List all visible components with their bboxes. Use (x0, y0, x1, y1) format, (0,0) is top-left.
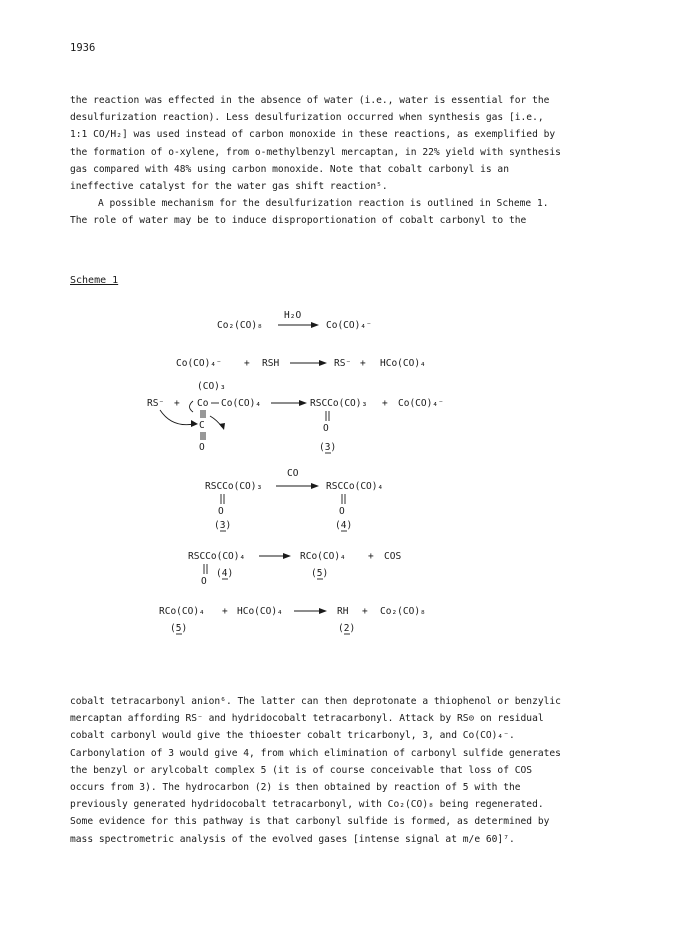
r1-reagent: H₂O (284, 310, 302, 321)
r2-arrowhead (319, 360, 327, 366)
r5-reactant: RSCCo(CO)₄ (188, 551, 246, 562)
text-line: mass spectrometric analysis of the evolved gases [intense signal at m/e 60]⁷. (70, 833, 515, 845)
r3-nucleophile: RS⁻ (147, 398, 165, 409)
r2-product-b: HCo(CO)₄ (380, 358, 426, 369)
r2-reactant-b: RSH (262, 358, 280, 369)
r3-curved-arrow-1 (160, 410, 194, 425)
r3-co-atom: Co (197, 398, 209, 409)
r3-curved-arrowhead-1 (191, 420, 198, 427)
text-line: the reaction was effected in the absence of water (i.e., water is essential for the (70, 95, 550, 106)
text-line: desulfurization reaction). Less desulfurization occurred when synthesis gas [i.e., (70, 112, 544, 124)
r2-reactant-a: Co(CO)₄⁻ (176, 358, 222, 369)
r3-co4: Co(CO)₄ (221, 398, 262, 409)
text-line: gas compared with 48% using carbon monoxide. Note that cobalt carbonyl is an (70, 163, 509, 175)
r3-co3: (CO)₃ (197, 381, 226, 392)
text-line: the formation of o-xylene, from o-methylbenzyl mercaptan, in 22% yield with synthesis (70, 146, 561, 158)
r4-product: RSCCo(CO)₄ (326, 481, 384, 492)
r4-right-oxygen: O (339, 506, 345, 517)
text-line: mercaptan affording RS⁻ and hydridocobalt tetracarbonyl. Attack by RS⊝ on residual (70, 713, 544, 725)
r3-plus: + (174, 398, 180, 409)
r2-plus-2: + (360, 358, 366, 369)
text-line: 1:1 CO/H₂] was used instead of carbon monoxide in these reactions, as exemplified by (70, 129, 556, 141)
r6-plus: + (222, 606, 228, 617)
scheme-title: Scheme 1 (70, 275, 119, 286)
r2-product-a: RS⁻ (334, 358, 352, 369)
paragraph-3 (70, 693, 615, 848)
r5-reactant-oxygen: O (201, 576, 207, 587)
r6-plus-2: + (362, 606, 368, 617)
r1-reactant: Co₂(CO)₈ (217, 320, 263, 331)
r5-cos: COS (384, 551, 402, 562)
text-line: The role of water may be to induce disproportionation of cobalt carbonyl to the (70, 215, 527, 227)
r6-arrowhead (319, 608, 327, 614)
text-line: the benzyl or arylcobalt complex 5 (it is of course conceivable that loss of COS (70, 764, 533, 776)
paragraph-1 (70, 92, 615, 195)
r4-reactant: RSCCo(CO)₃ (205, 481, 263, 492)
r4-left-oxygen: O (218, 506, 224, 517)
r3-plus-2: + (382, 398, 388, 409)
r3-curved-arrow-2 (190, 401, 194, 412)
r5-product: RCo(CO)₄ (300, 551, 346, 562)
r3-oxygen: O (199, 442, 205, 453)
r1-product: Co(CO)₄⁻ (326, 320, 372, 331)
text-line: cobalt tetracarbonyl anion⁶. The latter can then deprotonate a thiophenol or benzylic (70, 696, 561, 707)
r6-reactant-b: HCo(CO)₄ (237, 606, 283, 617)
r3-arrowhead (299, 400, 307, 406)
text-line: A possible mechanism for the desulfurization reaction is outlined in Scheme 1. (98, 198, 549, 209)
r4-left-label: (3) (214, 520, 232, 531)
r6-product-label: (2) (338, 623, 356, 634)
r3-product: RSCCo(CO)₃ (310, 398, 368, 409)
r5-product-label: (5) (311, 568, 329, 579)
text-line: cobalt carbonyl would give the thioester cobalt tricarbonyl, 3, and Co(CO)₄⁻. (70, 730, 515, 742)
r1-arrowhead (311, 322, 319, 328)
r3-byproduct: Co(CO)₄⁻ (398, 398, 444, 409)
r6-reactant-label: (5) (170, 623, 188, 634)
scheme-1-diagram (0, 290, 680, 670)
r3-product-label: (3) (319, 442, 337, 453)
r6-product-a: RH (337, 606, 349, 617)
r3-curved-arrowhead-3 (219, 423, 225, 430)
r2-plus: + (244, 358, 250, 369)
r5-plus: + (368, 551, 374, 562)
text-line: Some evidence for this pathway is that carbonyl sulfide is formed, as determined by (70, 816, 550, 828)
r5-reactant-label: (4) (216, 568, 234, 579)
text-line: ineffective catalyst for the water gas shift reaction⁵. (70, 181, 388, 193)
text-line: previously generated hydridocobalt tetracarbonyl, with Co₂(CO)₈ being regenerated. (70, 799, 544, 811)
paragraph-2 (70, 195, 615, 229)
r5-arrowhead (283, 553, 291, 559)
r6-product-b: Co₂(CO)₈ (380, 606, 426, 617)
page-number: 1936 (70, 42, 96, 54)
r4-arrowhead (311, 483, 319, 489)
r4-reagent: CO (287, 468, 299, 479)
r3-carbon: C (199, 420, 205, 431)
text-line: Carbonylation of 3 would give 4, from which elimination of carbonyl sulfide generates (70, 747, 561, 759)
text-line: occurs from 3). The hydrocarbon (2) is then obtained by reaction of 5 with the (70, 782, 521, 794)
r6-reactant-a: RCo(CO)₄ (159, 606, 205, 617)
r4-right-label: (4) (335, 520, 353, 531)
r3-product-oxygen: O (323, 423, 329, 434)
